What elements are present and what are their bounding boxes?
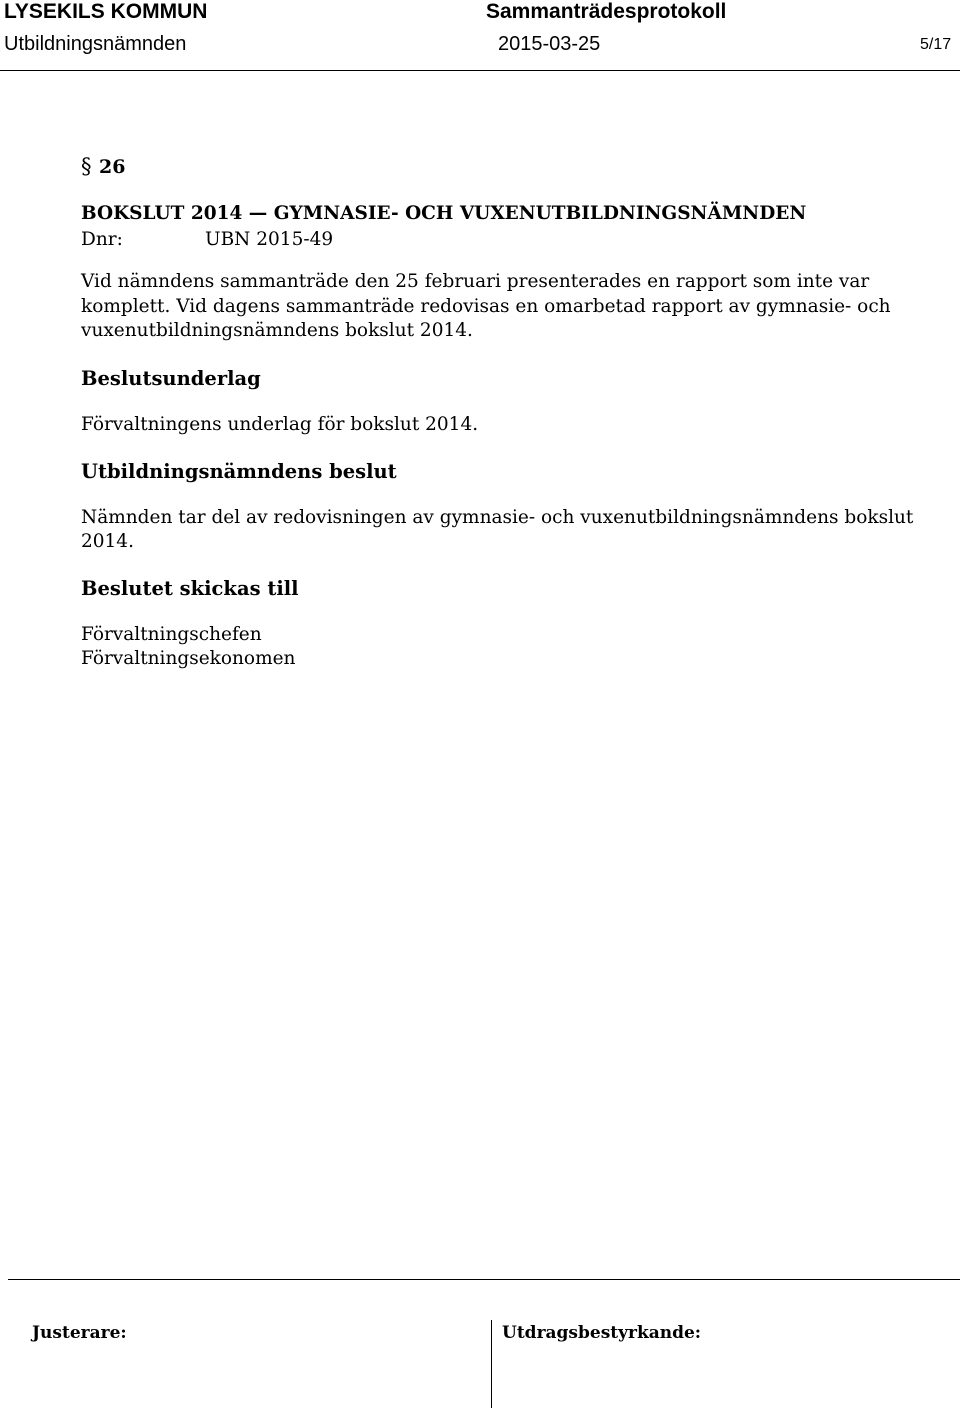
- beslutsunderlag-text: Förvaltningens underlag för bokslut 2014.: [81, 414, 479, 435]
- meeting-date: 2015-03-25: [498, 33, 601, 55]
- footer-divider: [8, 1279, 960, 1280]
- body-text-line: vuxenutbildningsnämndens bokslut 2014.: [81, 320, 473, 341]
- page-number: 5/17: [920, 36, 952, 53]
- body-text-line: Vid nämndens sammanträde den 25 februari presenterades en rapport som inte var: [81, 271, 870, 292]
- paragraph-number: 26: [99, 156, 126, 178]
- dnr-label: Dnr:: [81, 229, 123, 250]
- body-text-line: komplett. Vid dagens sammanträde redovisas en omarbetad rapport av gymnasie- och: [81, 296, 891, 317]
- recipient-item: Förvaltningschefen: [81, 624, 262, 645]
- skickas-till-heading: Beslutet skickas till: [81, 577, 299, 600]
- beslut-heading: Utbildningsnämndens beslut: [81, 460, 397, 483]
- header-divider: [0, 70, 960, 71]
- utdragsbestyrkande-label: Utdragsbestyrkande:: [502, 1323, 702, 1343]
- document-type: Sammanträdesprotokoll: [486, 0, 727, 23]
- paragraph-sign: §: [81, 154, 92, 178]
- justerare-label: Justerare:: [32, 1323, 127, 1343]
- recipient-item: Förvaltningsekonomen: [81, 648, 296, 669]
- beslutsunderlag-heading: Beslutsunderlag: [81, 367, 261, 390]
- beslut-text-line: 2014.: [81, 531, 134, 552]
- dnr-value: UBN 2015-49: [205, 229, 334, 250]
- section-title: BOKSLUT 2014 — GYMNASIE- OCH VUXENUTBILDNINGSNÄMNDEN: [81, 203, 807, 224]
- beslut-text-line: Nämnden tar del av redovisningen av gymnasie- och vuxenutbildningsnämndens bokslut: [81, 507, 914, 528]
- organization-name: LYSEKILS KOMMUN: [4, 0, 208, 23]
- board-name: Utbildningsnämnden: [4, 33, 187, 55]
- footer-column-divider: [491, 1320, 492, 1408]
